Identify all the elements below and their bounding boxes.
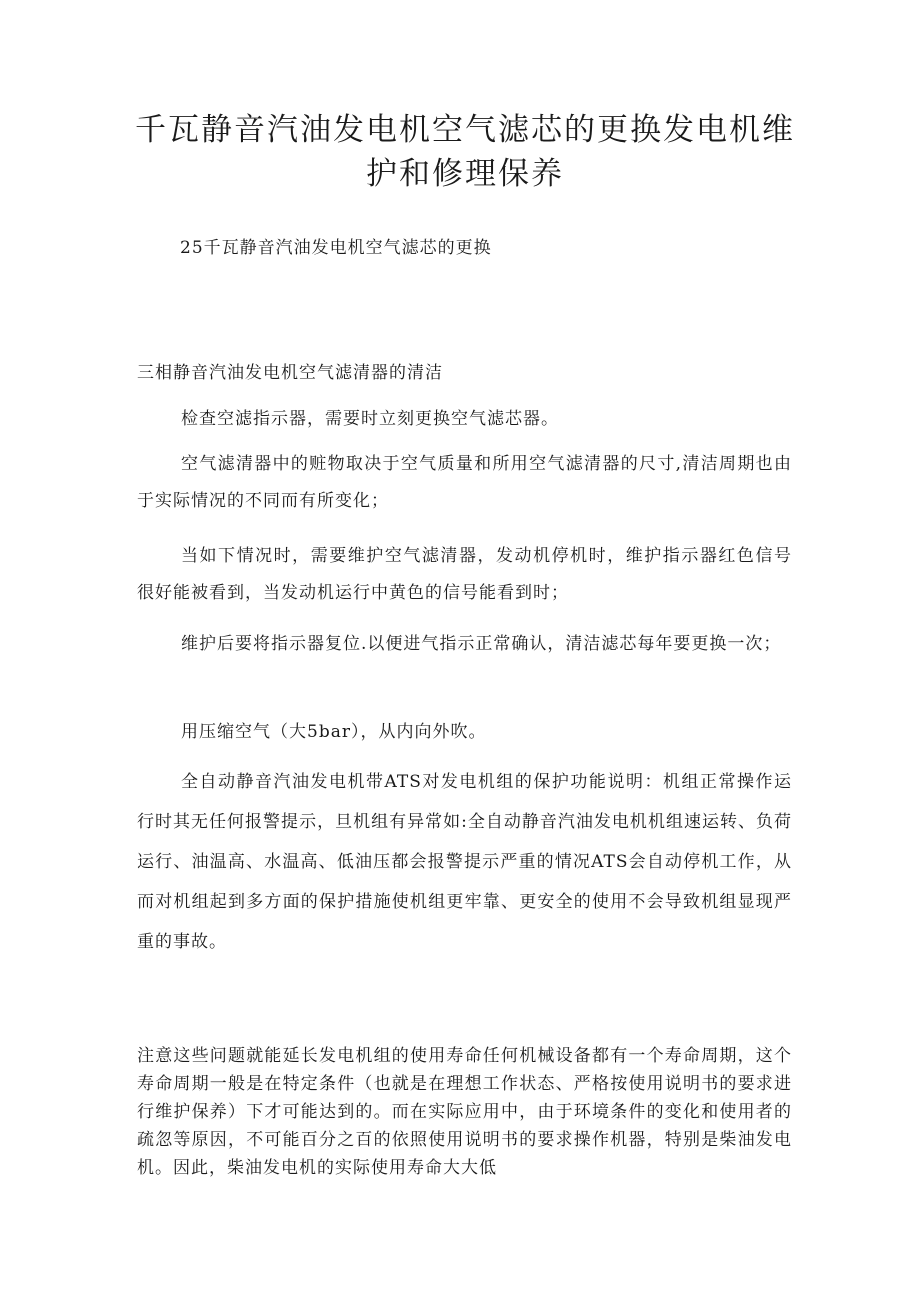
document-subtitle: 25千瓦静音汽油发电机空气滤芯的更换: [180, 238, 492, 258]
paragraph-5: 用压缩空气（大5bar），从内向外吹。: [181, 722, 487, 742]
paragraph-6: 全自动静音汽油发电机带ATS对发电机组的保护功能说明：机组正常操作运行时其无任何报警提示，旦机组有异常如:全自动静音汽油发电机机组速运转、负荷运行、油温高、水温高、低油压都会报警提示严重的情况ATS会自动停机工作，从而对机组起到多方面的保护措施使机组更牢靠、更安全的使用不会导致机组显现严重的事故。: [137, 772, 792, 952]
paragraph-7: 注意这些问题就能延长发电机组的使用寿命任何机械设备都有一个寿命周期，这个寿命周期一般是在特定条件（也就是在理想工作状态、严格按使用说明书的要求进行维护保养）下才可能达到的。而在实际应用中，由于环境条件的变化和使用者的疏忽等原因，不可能百分之百的依照使用说明书的要求操作机器，特别是柴油发电机。因此，柴油发电机的实际使用寿命大大低: [137, 1046, 792, 1178]
section-title: 三相静音汽油发电机空气滤清器的清洁: [137, 363, 443, 383]
paragraph-1: 检查空滤指示器，需要时立刻更换空气滤芯器。: [181, 409, 559, 429]
paragraph-2: 空气滤清器中的赃物取决于空气质量和所用空气滤清器的尺寸,清洁周期也由于实际情况的不同而有所变化；: [137, 454, 792, 511]
paragraph-3: 当如下情况时，需要维护空气滤清器，发动机停机时，维护指示器红色信号很好能被看到，当发动机运行中黄色的信号能看到时；: [137, 546, 792, 603]
paragraph-4: 维护后要将指示器复位.以便进气指示正常确认，清洁滤芯每年要更换一次；: [181, 634, 782, 654]
document-title: 千瓦静音汽油发电机空气滤芯的更换发电机维护和修理保养: [135, 112, 795, 192]
